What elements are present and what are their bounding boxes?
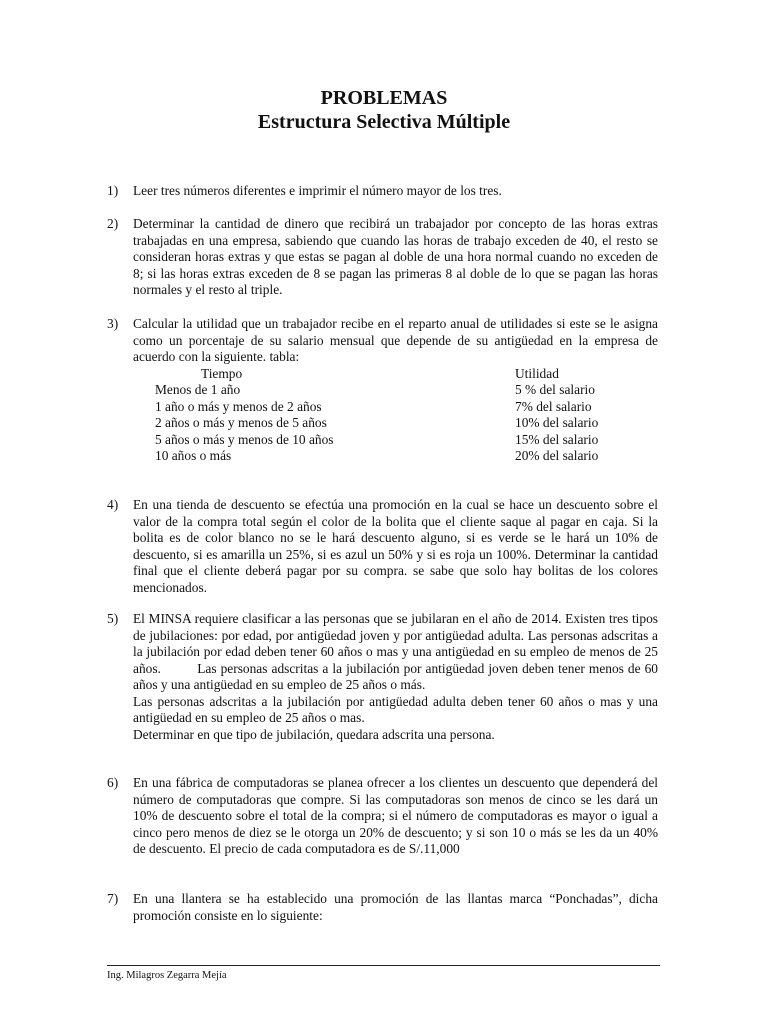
page-title: PROBLEMAS — [320, 87, 448, 109]
table-row — [155, 432, 625, 449]
table-cell: 1 año o más y menos de 2 años — [155, 398, 322, 414]
table-cell: 10% del salario — [515, 415, 599, 430]
table-header-utilidad: Utilidad — [515, 365, 559, 381]
table-cell: 10 años o más — [155, 448, 232, 463]
problem-text: Leer tres números diferentes e imprimir el número mayor de los tres. — [133, 183, 502, 198]
problem-text: Determinar la cantidad de dinero que recibirá un trabajador por concepto de las horas extras trabajadas en una empresa, sabiendo que cuando las horas de trabajo exceden de 40, el resto se consideran horas extras y que estas se pagan al doble de una hora normal cuando no exceden de 8; si las horas extras exceden de 8 se pagan las primeras 8 al doble de lo que se pagan las horas normales y el resto al triple. — [133, 216, 658, 297]
problem-number: 3) — [107, 316, 119, 331]
problem-3 — [107, 316, 658, 465]
problem-number: 2) — [107, 216, 119, 231]
utility-table — [155, 366, 625, 465]
table-cell: 2 años o más y menos de 5 años — [155, 415, 327, 430]
problem-paragraph: El MINSA requiere clasificar a las personas que se jubilaran en el año de 2014. Existen tres tipos de jubilaciones: por edad, por antigüedad joven y por antigüedad adulta. Las personas adscritas a la jubilación por edad deben tener 60 años o mas y una antigüedad en su empleo de menos de 25 años. Las personas adscritas a la jubilación por antigüedad joven deben tener menos de 60 años y una antigüedad en su empleo de 25 años o más. — [133, 611, 662, 692]
problem-7 — [107, 891, 658, 924]
problem-6 — [107, 775, 658, 858]
table-header-row — [155, 366, 625, 383]
problem-2 — [107, 216, 658, 299]
table-cell: 7% del salario — [515, 398, 592, 414]
table-row — [155, 415, 625, 432]
problem-5 — [107, 611, 662, 743]
problem-4 — [107, 497, 658, 596]
table-cell: 5 % del salario — [515, 382, 595, 397]
problem-number: 6) — [107, 775, 119, 790]
problem-number: 5) — [107, 611, 119, 626]
table-row — [155, 382, 625, 399]
problem-text — [133, 611, 662, 743]
problem-number: 4) — [107, 497, 119, 512]
page-subtitle: Estructura Selectiva Múltiple — [257, 111, 511, 133]
problem-number: 1) — [107, 183, 119, 198]
footer-divider — [107, 965, 660, 966]
table-cell: Menos de 1 año — [155, 382, 241, 397]
problem-paragraph: Determinar en que tipo de jubilación, quedara adscrita una persona. — [133, 726, 495, 742]
problem-paragraph: Las personas adscritas a la jubilación por antigüedad adulta deben tener 60 años o mas y una antigüedad en su empleo de 25 años o mas. — [133, 693, 658, 725]
problem-text: En una llantera se ha establecido una promoción de las llantas marca “Ponchadas”, dicha promoción consiste en lo siguiente: — [133, 891, 658, 923]
table-cell: 20% del salario — [515, 448, 599, 463]
problem-text: Calcular la utilidad que un trabajador recibe en el reparto anual de utilidades si este se le asigna como un porcentaje de su salario mensual que depende de su antigüedad en la empresa de acuerdo con la siguiente. tabla: — [133, 316, 658, 364]
table-row — [155, 399, 625, 416]
table-header-tiempo: Tiempo — [201, 365, 243, 381]
problem-text: En una tienda de descuento se efectúa una promoción en la cual se hace un descuento sobre el valor de la compra total según el color de la bolita que el cliente saque al pagar en caja. Si la bolita es de color blanco no se le hará descuento alguno, si es verde se le hará un 10% de descuento, si es amarilla un 25%, si es azul un 50% y si es roja un 100%. Determinar la cantidad final que el cliente deberá pagar por su compra. se sabe que solo hay bolitas de los colores mencionados. — [133, 497, 658, 595]
problem-number: 7) — [107, 891, 119, 906]
problem-text: En una fábrica de computadoras se planea ofrecer a los clientes un descuento que dependerá del número de computadoras que compre. Si las computadoras son menos de cinco se les dará un 10% de descuento sobre el total de la compra; si el número de computadoras es mayor o igual a cinco pero menos de diez se le otorga un 20% de descuento; y si son 10 o más se les da un 40% de descuento. El precio de cada computadora es de S/.11,000 — [133, 775, 658, 856]
footer-author: Ing. Milagros Zegarra Mejía — [107, 970, 227, 981]
table-row — [155, 448, 625, 465]
table-cell: 15% del salario — [515, 431, 599, 447]
problem-1 — [107, 183, 658, 200]
table-cell: 5 años o más y menos de 10 años — [155, 431, 334, 447]
